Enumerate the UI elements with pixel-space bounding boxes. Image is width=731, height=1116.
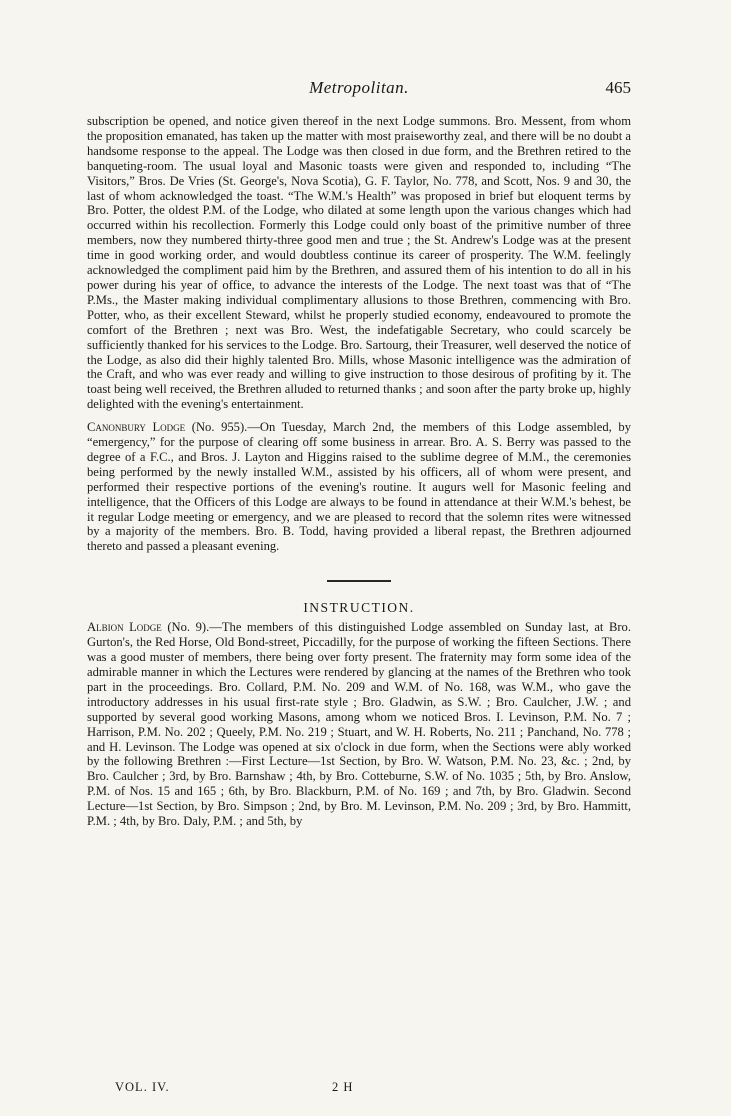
running-title: Metropolitan.	[309, 78, 409, 97]
page-number: 465	[605, 78, 631, 97]
page-footer	[87, 1080, 631, 1098]
paragraph-text: (No. 955).—On Tuesday, March 2nd, the members of this Lodge assembled, by “emergency,” for the purpose of clearing off some business in arrear. Bro. A. S. Berry was passed to the degree of a F.C., and Bros. J. Layton and Higgins raised to the sublime degree of M.M., the ceremonies being performed by the newly installed W.M., assisted by his officers, all of whom were present, and performed their respective portions of the evening's routine. It augurs well for Masonic feeling and intelligence, that the Officers of this Lodge are always to be found in attendance at their W.M.'s behest, be it regular Lodge meeting or emergency, and we are pleased to record that the solemn rites were witnessed by a majority of the members. Bro. B. Todd, having provided a liberal repast, the Brethren adjourned thereto and passed a pleasant evening.	[87, 420, 631, 554]
section-heading: INSTRUCTION.	[303, 600, 415, 616]
paragraph-canonbury-lodge	[87, 420, 631, 554]
paragraph-albion-lodge	[87, 620, 631, 829]
paragraph-text: subscription be opened, and notice given thereof in the next Lodge summons. Bro. Messent, from whom the proposition emanated, has taken up the matter with most praiseworthy zeal, and there will be no doubt a handsome response to the appeal. The Lodge was then closed in due form, and the Brethren retired to the banqueting-room. The usual loyal and Masonic toasts were given and responded to, including “The Visitors,” Bros. De Vries (St. George's, Nova Scotia), G. F. Taylor, No. 778, and Scott, Nos. 9 and 30, the last of whom acknowledged the toast. “The W.M.'s Health” was proposed in brief but eloquent terms by Bro. Potter, the oldest P.M. of the Lodge, who dilated at some length upon the various changes which had occurred within his recollection. Formerly this Lodge could only boast of the primitive number of three members, now they numbered thirty-three good men and true ; the St. Andrew's Lodge was at the present time in good working order, and would doubtless continue its career of prosperity. The W.M. feelingly acknowledged the compliment paid him by the Brethren, and assured them of his intention to do all in his power during his year of office, to advance the interests of the Lodge. The next toast was that of “The P.Ms., the Master making individual complimentary allusions to those Brethren, commencing with Bro. Potter, who, as their excellent Steward, whilst he properly studied economy, endeavoured to promote the comfort of the Brethren ; next was Bro. West, the indefatigable Secretary, who could scarcely be sufficiently thanked for his services to the Lodge. Bro. Sartourg, their Treasurer, well deserved the notice of the Lodge, as also did their highly talented Bro. Mills, whose Masonic intelligence was the admiration of the Craft, and who was ever ready and willing to give instruction to those desirous of profiting by it. The toast being well received, the Brethren alluded to returned thanks ; and soon after the party broke up, highly delighted with the evening's entertainment.	[87, 114, 631, 412]
paragraph-st-andrews-continuation	[87, 114, 631, 412]
article-body	[87, 114, 631, 829]
section-divider	[327, 580, 391, 582]
signature-mark: 2 H	[332, 1080, 354, 1094]
paragraph-lead: Canonbury Lodge	[87, 420, 186, 435]
paragraph-text: (No. 9).—The members of this distinguished Lodge assembled on Sunday last, at Bro. Gurton's, the Red Horse, Old Bond-street, Piccadilly, for the purpose of working the fifteen Sections. There was a good muster of members, there being over forty present. The fraternity may form some idea of the admirable manner in which the Lectures were rendered by glancing at the names of the Brethren who took part in the proceedings. Bro. Collard, P.M. No. 209 and W.M. of No. 168, was W.M., who gave the introductory addresses in his usual first-rate style ; Bro. Gladwin, as S.W. ; Bro. Caulcher, J.W. ; and supported by several good working Masons, among whom we noticed Bros. I. Levinson, P.M. No. 7 ; Harrison, P.M. No. 202 ; Queely, P.M. No. 219 ; Stuart, and W. H. Roberts, No. 211 ; Panchand, No. 778 ; and H. Levinson. The Lodge was opened at six o'clock in due form, when the Sections were ably worked by the following Brethren :—First Lecture—1st Section, by Bro. W. Watson, P.M. No. 23, &c. ; 2nd, by Bro. Caulcher ; 3rd, by Bro. Barnshaw ; 4th, by Bro. Cotteburne, S.W. of No. 1035 ; 5th, by Bro. Anslow, P.M. of Nos. 15 and 165 ; 6th, by Bro. Blackburn, P.M. of No. 169 ; and 7th, by Bro. Gladwin. Second Lecture—1st Section, by Bro. Simpson ; 2nd, by Bro. M. Levinson, P.M. No. 209 ; 3rd, by Bro. Hammitt, P.M. ; 4th, by Bro. Daly, P.M. ; and 5th, by	[87, 620, 631, 829]
volume-label: VOL. IV.	[115, 1080, 170, 1094]
paragraph-lead: Albion Lodge	[87, 620, 162, 635]
running-header	[87, 78, 631, 100]
